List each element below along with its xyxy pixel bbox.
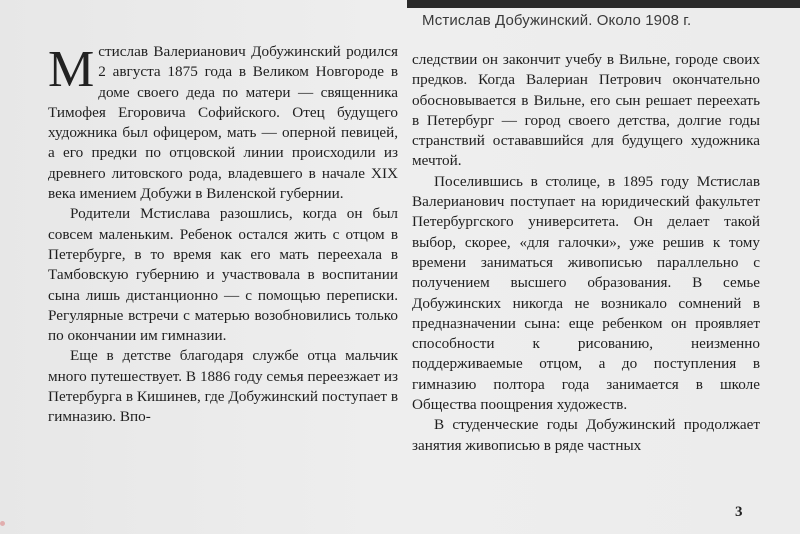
photo-bottom-edge	[407, 0, 800, 8]
paragraph-5: Поселившись в столице, в 1895 году Мстислав Валерианович поступает на юридический факультет Петербургского университета. Он делает такой выбор, скорее, «для галочки», уже решив к тому времени заниматься живописью параллельно с получением высшего образования. В семье Добужинских никогда не возникало сомнений в предназначении сына: еще ребенком он проявляет способности к рисованию, неизменно поддерживаемые отцом, а до поступления в гимназию полтора года занимается в школе Общества поощрения художеств.	[412, 172, 760, 414]
photo-caption: Мстислав Добужинский. Около 1908 г.	[422, 12, 692, 29]
drop-cap-letter: М	[48, 41, 95, 98]
page-number: 3	[735, 504, 743, 520]
corner-mark	[0, 521, 5, 526]
right-text-column	[412, 50, 760, 456]
paragraph-6: В студенческие годы Добужинский продолжает занятия живописью в ряде частных	[412, 416, 760, 454]
paragraph-4: следствии он закончит учебу в Вильне, городе своих предков. Когда Валериан Петрович окончательно обосновывается в Вильне, его сын решает переехать в Петербург — город своего детства, долгие годы странствий остававшийся для будущего художника мечтой.	[412, 51, 760, 170]
paragraph-2: Родители Мстислава разошлись, когда он был совсем маленьким. Ребенок остался жить с отцом в Петербурге, в то время как его мать переехала в Тамбовскую губернию и участвовала в воспитании сына лишь дистанционно — с помощью переписки. Регулярные встречи с матерью возобновились только по окончании им гимназии.	[48, 205, 398, 345]
paragraph-1-text: стислав Валерианович Добужинский родился 2 августа 1875 года в Великом Новгороде в доме своего деда по матери — священника Тимофея Егоровича Софийского. Отец будущего художника был офицером, мать — оперной певицей, а его предки по отцовской линии происходили из древнего литовского рода, владевшего в начале XIX века имением Добужи в Виленской губернии.	[48, 43, 398, 203]
left-text-column	[48, 42, 398, 428]
paragraph-3: Еще в детстве благодаря службе отца мальчик много путешествует. В 1886 году семья переезжает из Петербурга в Кишинев, где Добужинский поступает в гимназию. Впо-	[48, 347, 398, 426]
paragraph-1	[48, 42, 398, 204]
